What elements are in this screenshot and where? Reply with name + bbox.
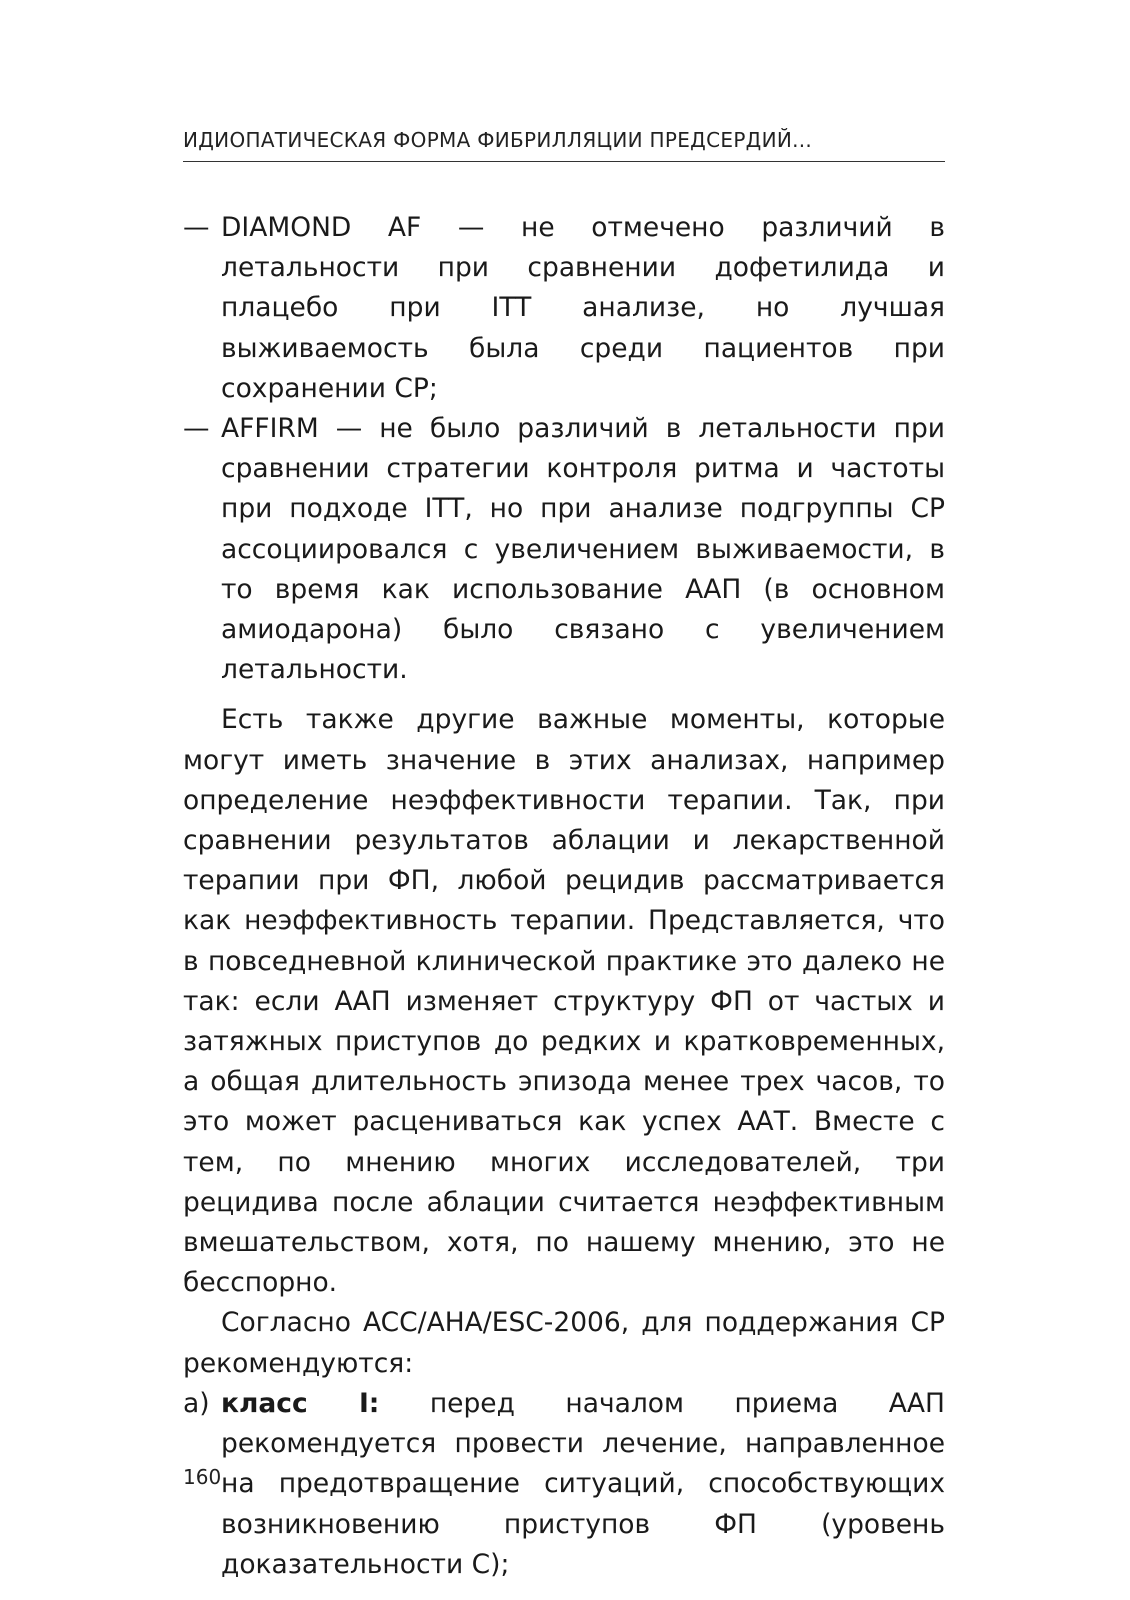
class-label: класс I: [221, 1387, 380, 1419]
list-item-text: перед началом приема ААП рекомендуется провести лечение, направленное на предотвращение ситуаций, способствующих возникновению приступов ФП (уровень доказательности С); [221, 1387, 945, 1580]
list-letter: а) [183, 1387, 210, 1419]
dash-item-text: DIAMOND AF — не отмечено различий в летальности при сравнении дофетилида и плацебо при ITT анализе, но лучшая выживаемость была среди пациентов при сохранении СР; [221, 212, 945, 404]
dash-list-item [183, 409, 945, 690]
page-number: 160 [183, 1465, 222, 1489]
running-head: ИДИОПАТИЧЕСКАЯ ФОРМА ФИБРИЛЛЯЦИИ ПРЕДСЕРДИЙ... [183, 128, 813, 152]
page-body [183, 208, 945, 1585]
dash-item-text: AFFIRM — не было различий в летальности при сравнении стратегии контроля ритма и частоты при подходе ITT, но при анализе подгруппы СР ассоциировался с увеличением выживаемости, в то время как использование ААП (в основном амиодарона) было связано с увеличением летальности. [221, 413, 945, 686]
header-rule [183, 161, 945, 162]
dash-marker: — [183, 413, 210, 445]
body-paragraph: Согласно ACC/AHA/ESC-2006, для поддержания СР рекомендуются: [183, 1307, 945, 1379]
body-paragraph: Есть также другие важные моменты, которые могут иметь значение в этих анализах, например определение неэффективности терапии. Так, при сравнении результатов аблации и лекарственной терапии при ФП, любой рецидив рассматривается как неэффективность терапии. Представляется, что в повседневной клинической практике это далеко не так: если ААП изменяет структуру ФП от частых и затяжных приступов до редких и кратковременных, а общая длительность эпизода менее трех часов, то это может расцениваться как успех ААТ. Вместе с тем, по мнению многих исследователей, три рецидива после аблации считается неэффективным вмешательством, хотя, по нашему мнению, это не бесспорно. [183, 704, 945, 1299]
dash-list-item [183, 208, 945, 409]
lettered-list-item [183, 1384, 945, 1585]
dash-marker: — [183, 212, 210, 243]
